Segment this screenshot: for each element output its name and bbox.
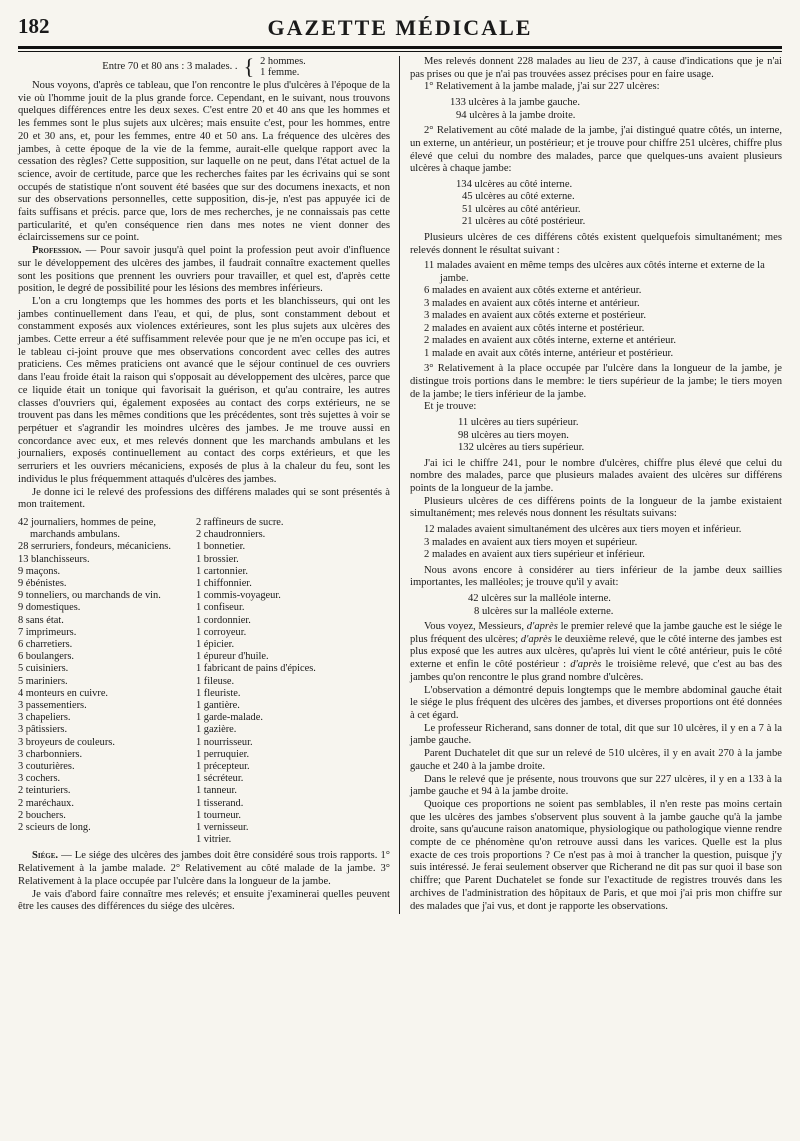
profession-item: 3 pâtissiers. <box>18 724 68 736</box>
list-item: 3 malades en avaient aux tiers moyen et supérieur. <box>424 536 638 548</box>
list-item: 42 ulcères sur la malléole interne. <box>468 593 611 605</box>
profession-item: 1 tanneur. <box>196 785 237 797</box>
simultaneous-sides-list <box>414 260 782 360</box>
journal-title: GAZETTE MÉDICALE <box>267 15 533 40</box>
list-item: 11 ulcères au tiers supérieur. <box>458 417 579 429</box>
profession-item: 1 tisserand. <box>196 797 244 809</box>
profession-item: 9 tonneliers, ou marchands de vin. <box>18 590 161 602</box>
list-item: 3 malades en avaient aux côtés externe et postérieur. <box>424 310 647 322</box>
profession-item: 5 mariniers. <box>18 675 68 687</box>
paragraph: Nous voyons, d'après ce tableau, que l'on rencontre le plus d'ulcères à l'époque de la vie où l'homme jouit de la plus grande force. Cependant, en le suivant, nous trouvons quelques différences entre les deux sexes. C'est entre 20 et 40 ans que les hommes et les femmes sont le plus sujets aux ulcères; mais ensuite c'est, pour les hommes, entre 20 et 30 ans, et, pour les femmes, entre 40 et 50 ans. La fréquence des ulcères des jambes, à cette époque de la vie de la femme, aurait-elle quelque rapport avec la cessation des règles? Cette supposition, sur laquelle on ne peut, dans l'état actuel de la science, avoir de certitude, parce que les recherches faites par les écrivains qui se sont occupés de statistique n'ont souvent été basées que sur des documens inexacts, et non sur des observations personnelles, cette supposition, dis-je, n'est pas appuyée ici de faits suffisans et précis. parce que, lors de mes recherches, je ne connaissais pas cette particularité, et qu'en conséquence rien dans mes notes ne vient donner des éclaircissemens sur ce point. <box>18 80 390 244</box>
list-item: 11 malades avaient en même temps des ulcères aux côtés interne et externe de la jambe. <box>424 260 765 284</box>
list-item: 12 malades avaient simultanément des ulcères aux tiers moyen et inférieur. <box>424 524 742 536</box>
list-item: 133 ulcères à la jambe gauche. <box>450 97 581 109</box>
profession-item: 2 raffineurs de sucre. <box>196 516 284 528</box>
profession-item: 1 corroyeur. <box>196 626 247 638</box>
brace-item: 1 femme. <box>260 67 300 78</box>
paragraph: Je donne ici le relevé des professions des différens malades qui se sont présentés à mon traitement. <box>18 486 390 511</box>
age-row-brace <box>260 56 306 78</box>
paragraph: Plusieurs ulcères de ces différens points de la longueur de la jambe existaient simultanément; mes relevés nous donnent les résultats suivans: <box>410 495 782 520</box>
profession-item: 3 charbonniers. <box>18 748 83 760</box>
paragraph <box>18 245 390 296</box>
profession-item: 3 chapeliers. <box>18 712 71 724</box>
list-item: 3 malades en avaient aux côtés interne et antérieur. <box>424 297 640 309</box>
emphasis: d'après <box>520 633 552 645</box>
malleolus-list <box>468 593 782 618</box>
text-run: le deuxième relevé, que le côté interne des jambes est plus exposé que les autres aux ulcères, qu'après lui vient le côté antérieur, puis le côté externe et enfin le côté postérieur : <box>410 633 782 671</box>
profession-item: 3 couturières. <box>18 760 75 772</box>
list-item: 8 ulcères sur la malléole externe. <box>474 605 614 617</box>
simultaneous-thirds-list <box>414 524 782 562</box>
paragraph: 2° Relativement au côté malade de la jambe, j'ai distingué quatre côtés, un interne, un externe, un antérieur, un postérieur; et je trouve pour chiffre 251 ulcères, chiffre plus élevé que celui du nombre des malades, parce que quelques-uns avaient plusieurs ulcères à chaque jambe: <box>410 125 782 175</box>
profession-item: 1 bonnetier. <box>196 541 246 553</box>
header-rule-thick <box>18 46 782 49</box>
profession-item: 9 domestiques. <box>18 602 81 614</box>
list-item: 45 ulcères au côté externe. <box>462 191 575 203</box>
list-item: 2 malades en avaient aux côtés interne, externe et antérieur. <box>424 335 677 347</box>
two-column-body <box>18 56 782 914</box>
profession-item: 1 garde-malade. <box>196 712 263 724</box>
paragraph: 1° Relativement à la jambe malade, j'ai sur 227 ulcères: <box>424 81 660 93</box>
list-item: 132 ulcères au tiers supérieur. <box>458 442 585 454</box>
profession-item: 42 journaliers, hommes de peine, marchands ambulans. <box>18 516 156 541</box>
profession-item: 1 sécréteur. <box>196 773 244 785</box>
profession-item: 1 vitrier. <box>196 834 232 846</box>
paragraph: Parent Duchatelet dit que sur un relevé de 510 ulcères, il y en avait 270 à la jambe gauche et 240 à la jambe droite. <box>410 748 782 772</box>
profession-item: 3 passementiers. <box>18 699 87 711</box>
profession-item: 1 cartonnier. <box>196 565 248 577</box>
profession-item: 1 confiseur. <box>196 602 245 614</box>
profession-item: 13 blanchisseurs. <box>18 553 90 565</box>
paragraph: Quoique ces proportions ne soient pas semblables, il n'en reste pas moins certain que les ulcères des jambes s'observent plus souvent à la jambe gauche qu'à la jambe droite, sans qu'aucune raison anatomique, physiologique ou pathologique vienne rendre compte de ce phénomène qu'on retrouve aussi dans les varices. Quelle est la plus exacte de ces trois proportions ? Ce n'est pas à moi à trancher la question, puisque j'y suis intéressé. Je ferai seulement observer que Richerand ne dit pas sur quoi il base son chiffre; que Parent Duchatelet se fonde sur l'exactitude de registres trouvés dans les archives de l'administration des hôpitaux de Paris, et que moi j'ai pris mon chiffre sur des malades que j'ai vus, et dont je rapporte les observations. <box>410 798 782 912</box>
paragraph: Plusieurs ulcères de ces différens côtés existent quelquefois simultanément; mes relevés donnent le résultat suivant : <box>410 231 782 256</box>
paragraph: Et je trouve: <box>424 401 477 413</box>
text-run: le troisième relevé, que c'est au bas des jambes qu'on rencontre le plus grand nombre d'ulcères. <box>410 659 782 683</box>
leg-length-list <box>458 417 782 455</box>
paragraph: Je vais d'abord faire connaître mes relevés; et ensuite j'examinerai quelles peuvent être les causes des différences du siége des ulcères. <box>18 888 390 913</box>
section-heading: Siége. <box>32 850 59 862</box>
emphasis: d'après <box>570 659 602 671</box>
list-item: 2 malades en avaient aux tiers supérieur et inférieur. <box>424 549 645 561</box>
list-item: 6 malades en avaient aux côtés externe et antérieur. <box>424 285 642 297</box>
paragraph: L'observation a démontré depuis longtemps que le membre abdominal gauche était le siége le plus fréquent des ulcères des jambes, et diverses proportions ont été données à cet égard. <box>410 684 782 721</box>
profession-item: 6 boulangers. <box>18 651 74 663</box>
profession-item: 4 monteurs en cuivre. <box>18 687 109 699</box>
professions-table <box>18 517 390 846</box>
profession-item: 1 vernisseur. <box>196 821 249 833</box>
paragraph: Nous avons encore à considérer au tiers inférieur de la jambe deux saillies importantes, les malléoles; je trouve qu'il y avait: <box>410 564 782 589</box>
list-item: 1 malade en avait aux côtés interne, antérieur et postérieur. <box>424 347 674 359</box>
profession-item: 8 sans état. <box>18 614 64 626</box>
profession-item: 1 nourrisseur. <box>196 736 253 748</box>
paragraph <box>18 850 390 888</box>
brace-item: 2 hommes. <box>260 56 306 67</box>
page-number: 182 <box>18 14 50 38</box>
profession-item: 1 épicier. <box>196 638 235 650</box>
list-item: 21 ulcères au côté postérieur. <box>462 216 586 228</box>
list-item: 51 ulcères au côté antérieur. <box>462 203 581 215</box>
profession-item: 1 précepteur. <box>196 760 250 772</box>
paragraph-text: — Pour savoir jusqu'à quel point la profession peut avoir d'influence sur le développement des ulcères des jambes, il faudrait connaître exactement quelles sont les positions que prennent les ouvriers pour travailler, et quel est, d'après cette position, le degré de possibilité pour les lésions des membres inférieurs. <box>18 245 390 295</box>
age-row-label: Entre 70 et 80 ans : 3 malades. . <box>102 60 238 72</box>
profession-item: 6 charretiers. <box>18 638 73 650</box>
profession-item: 1 épureur d'huile. <box>196 651 269 663</box>
profession-item: 3 cochers. <box>18 773 61 785</box>
list-item: 98 ulcères au tiers moyen. <box>458 429 569 441</box>
emphasis: d'après <box>526 621 558 633</box>
profession-item: 2 bouchers. <box>18 809 66 821</box>
right-column <box>410 56 782 914</box>
list-item: 2 malades en avaient aux côtés interne et postérieur. <box>424 322 645 334</box>
profession-item: 1 commis-voyageur. <box>196 590 281 602</box>
paragraph: J'ai ici le chiffre 241, pour le nombre d'ulcères, chiffre plus élevé que celui du nombre des malades, parce que plusieurs malades avaient des ulcères sur différens points de la longueur de la jambe. <box>410 457 782 495</box>
profession-item: 28 serruriers, fondeurs, mécaniciens. <box>18 541 171 553</box>
profession-item: 3 broyeurs de couleurs. <box>18 736 115 748</box>
profession-item: 1 fleuriste. <box>196 687 241 699</box>
professions-right-list <box>196 517 390 846</box>
paragraph: L'on a cru longtemps que les hommes des ports et les blanchisseurs, qui ont les jambes continuellement dans l'eau, et qui, de plus, sont constamment debout et constamment exposés aux violences extérieures, sont les plus sujets aux ulcères des jambes. Cette erreur a été suffisamment relevée pour que je ne m'en occupe pas ici, et le tableau ci-joint prouve que mes observations concordent avec celles des autres praticiens. Ces mêmes praticiens ont avancé que le séjour continuel de ces ouvriers dans l'eau froide était la raison qui s'opposait au développement des ulcères, parce que ce liquide était un tonique qui favorisait la guérison, et qu'au contraire, les autres classes d'ouvriers qui, également exposées au contact des corps extérieurs, ne se trouvent pas dans les mêmes conditions que les précédentes, sont très sujettes à voir se perpétuer et s'agrandir les moindres ulcères des jambes. Je me trouve aussi en concordance avec eux, et mes relevés donnent que les marchands ambulans et les journaliers, exposés continuellement au contact des corps extérieurs, et que les serruriers et les ouvriers mécaniciens, exposés de plus à la chaleur du feu, sont les individus le plus fréquemment attaqués d'ulcères des jambes. <box>18 295 390 485</box>
profession-item: 9 ébénistes. <box>18 577 67 589</box>
page-header <box>18 14 782 44</box>
left-column <box>18 56 390 914</box>
text-run: le premier relevé que la jambe gauche est le siége le plus fréquent des ulcères; <box>410 621 782 645</box>
paragraph: Le professeur Richerand, sans donner de total, dit que sur 10 ulcères, il y en a 7 à la jambe gauche. <box>410 722 782 747</box>
profession-item: 2 maréchaux. <box>18 797 74 809</box>
section-heading: Profession. <box>32 245 82 257</box>
list-item: 94 ulcères à la jambe droite. <box>456 109 576 121</box>
profession-item: 1 brossier. <box>196 553 239 565</box>
profession-item: 1 tourneur. <box>196 809 242 821</box>
leg-side-list <box>450 97 782 122</box>
profession-item: 9 maçons. <box>18 565 61 577</box>
column-divider <box>390 56 410 914</box>
profession-item: 2 teinturiers. <box>18 785 71 797</box>
brace-glyph: { <box>243 54 255 79</box>
profession-item: 1 perruquier. <box>196 748 250 760</box>
text-run: Vous voyez, Messieurs, <box>424 621 527 633</box>
professions-left-list <box>18 517 196 846</box>
leg-face-list <box>456 179 782 229</box>
profession-item: 1 gantière. <box>196 699 240 711</box>
paragraph: 3° Relativement à la place occupée par l'ulcère dans la longueur de la jambe, je distingue trois portions dans le membre: le tiers supérieur de la jambe; le tiers moyen de la jambe; le tiers inférieur de la jambe. <box>410 363 782 400</box>
profession-item: 1 chiffonnier. <box>196 577 252 589</box>
header-rule-thin <box>18 51 782 52</box>
profession-item: 7 imprimeurs. <box>18 626 77 638</box>
profession-item: 1 cordonnier. <box>196 614 251 626</box>
paragraph: Mes relevés donnent 228 malades au lieu de 237, à cause d'indications que je n'ai pas prises ou que je n'ai pas trouvées assez précises pour en faire usage. <box>410 56 782 80</box>
profession-item: 1 fileuse. <box>196 675 235 687</box>
profession-item: 5 cuisiniers. <box>18 663 69 675</box>
list-item: 134 ulcères au côté interne. <box>456 178 573 190</box>
paragraph-text: — Le siége des ulcères des jambes doit être considéré sous trois rapports. 1° Relativement à la jambe malade. 2° Relativement au côté malade de la jambe. 3° Relativement à la place occupée par l'ulcère dans la longueur de la jambe. <box>18 850 390 887</box>
age-row <box>18 56 390 78</box>
paragraph: Dans le relevé que je présente, nous trouvons que sur 227 ulcères, il y en a 133 à la jambe gauche et 94 à la jambe droite. <box>410 773 782 798</box>
profession-item: 2 chaudronniers. <box>196 529 266 541</box>
profession-item: 1 fabricant de pains d'épices. <box>196 663 316 675</box>
profession-item: 1 gazière. <box>196 724 237 736</box>
profession-item: 2 scieurs de long. <box>18 821 91 833</box>
paragraph <box>410 621 782 685</box>
